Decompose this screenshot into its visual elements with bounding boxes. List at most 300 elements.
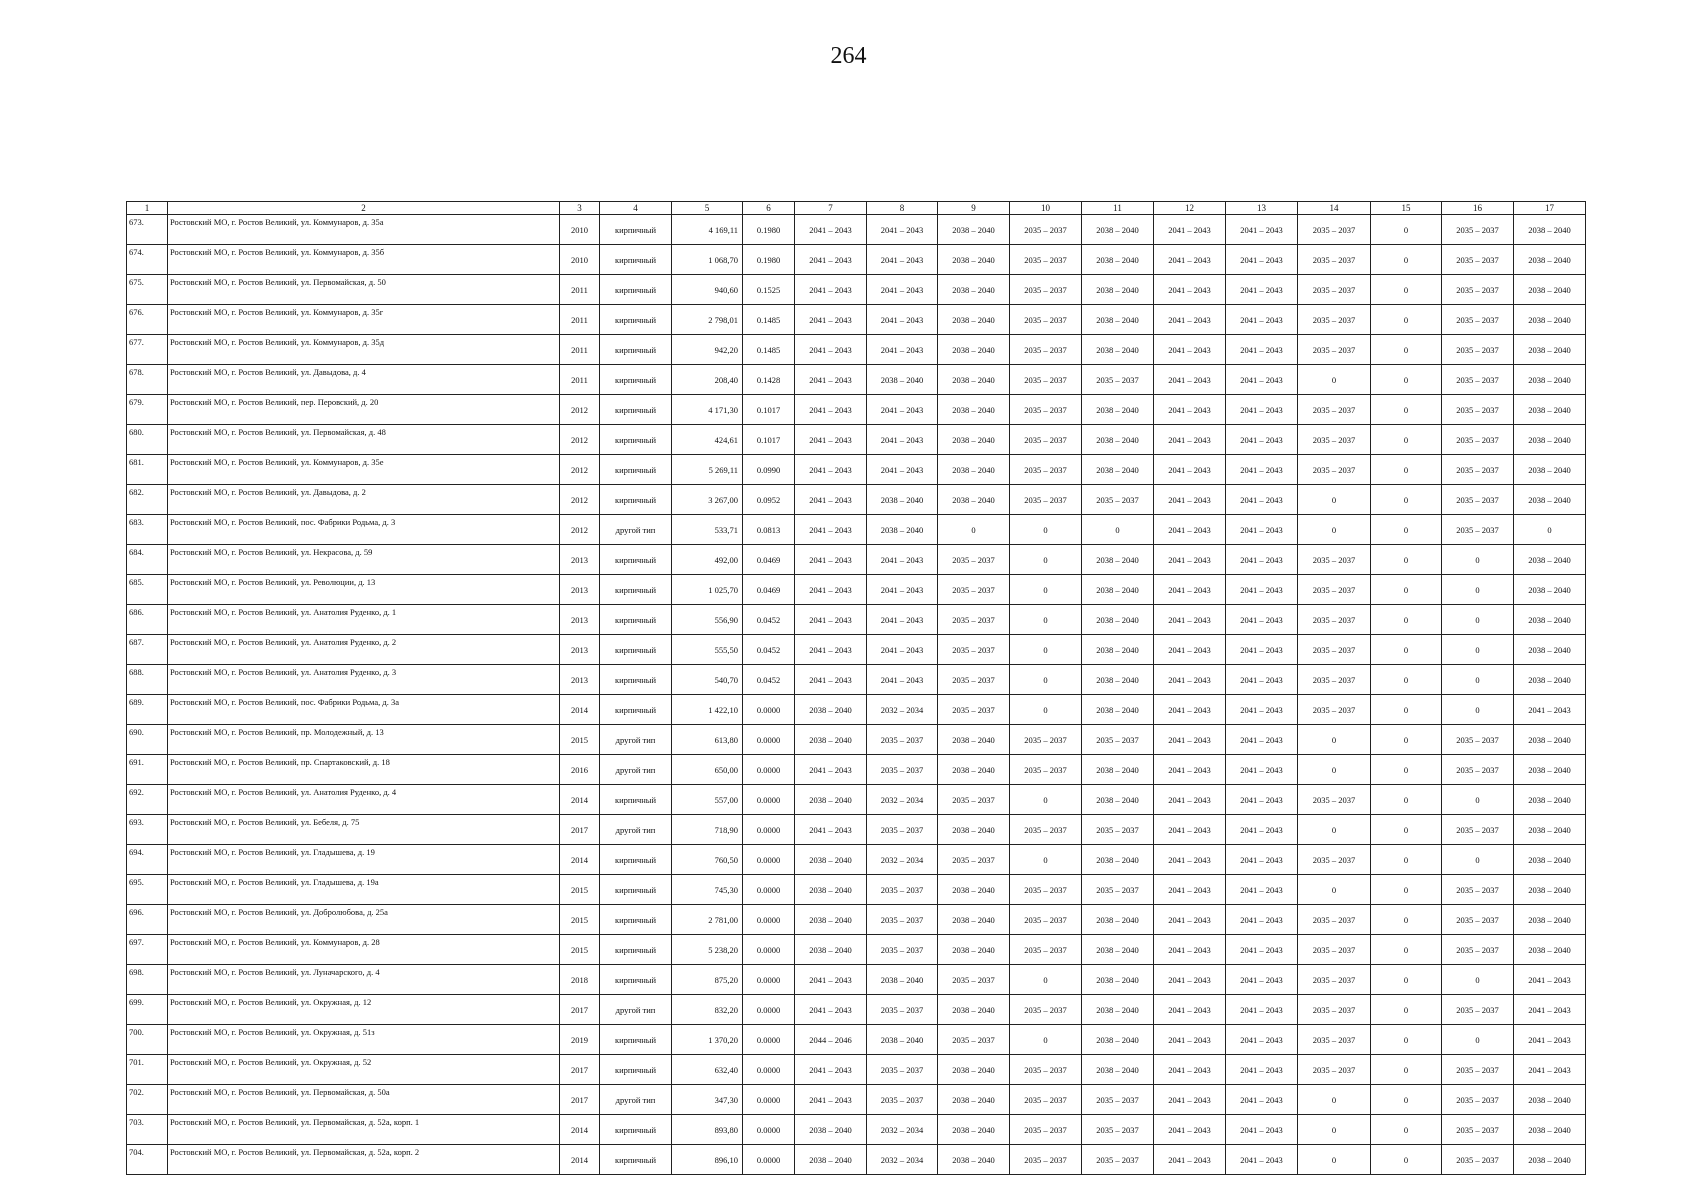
table-cell: 347,30: [672, 1085, 743, 1115]
table-row: [127, 1085, 1586, 1115]
table-cell: 2041 – 2043: [1154, 935, 1226, 965]
table-cell: 690.: [127, 725, 168, 755]
table-cell: 2038 – 2040: [1514, 845, 1586, 875]
table-cell: 2035 – 2037: [1082, 815, 1154, 845]
table-cell: 0: [1298, 365, 1371, 395]
table-cell: 2041 – 2043: [1226, 665, 1298, 695]
column-header: 9: [938, 202, 1010, 215]
table-cell: 2041 – 2043: [1226, 785, 1298, 815]
table-cell: 2041 – 2043: [867, 275, 938, 305]
table-cell: 2041 – 2043: [867, 335, 938, 365]
table-cell: 2035 – 2037: [1010, 485, 1082, 515]
table-cell: 2035 – 2037: [1298, 275, 1371, 305]
table-cell: 0: [1298, 1115, 1371, 1145]
table-cell: 2038 – 2040: [938, 1145, 1010, 1175]
table-cell: 2035 – 2037: [1010, 755, 1082, 785]
table-cell: 208,40: [672, 365, 743, 395]
table-cell: 2035 – 2037: [1298, 545, 1371, 575]
table-cell: 2035 – 2037: [1298, 1055, 1371, 1085]
table-cell: 681.: [127, 455, 168, 485]
table-cell: 2041 – 2043: [1226, 635, 1298, 665]
table-cell: 0: [1371, 815, 1442, 845]
table-cell: 2038 – 2040: [938, 815, 1010, 845]
table-row: [127, 1115, 1586, 1145]
column-header: 7: [795, 202, 867, 215]
table-cell: 2035 – 2037: [1010, 905, 1082, 935]
table-cell: 2035 – 2037: [1298, 1025, 1371, 1055]
table-cell: 0.1980: [743, 245, 795, 275]
table-cell: 2035 – 2037: [867, 1085, 938, 1115]
table-cell: 2032 – 2034: [867, 785, 938, 815]
table-cell: 2038 – 2040: [938, 275, 1010, 305]
table-row: [127, 815, 1586, 845]
table-cell: 2017: [560, 815, 600, 845]
table-cell: 0: [1371, 275, 1442, 305]
table-cell: 2038 – 2040: [795, 725, 867, 755]
column-header: 15: [1371, 202, 1442, 215]
table-cell: 0.0000: [743, 875, 795, 905]
table-cell: 0: [1371, 365, 1442, 395]
table-cell: 2035 – 2037: [1298, 305, 1371, 335]
table-cell: 2041 – 2043: [1226, 245, 1298, 275]
table-cell: 0: [1010, 695, 1082, 725]
table-cell: 2041 – 2043: [867, 545, 938, 575]
table-cell: 687.: [127, 635, 168, 665]
table-cell: 2032 – 2034: [867, 695, 938, 725]
table-cell: 0.0469: [743, 575, 795, 605]
table-cell: 0: [1442, 965, 1514, 995]
table-cell: Ростовский МО, г. Ростов Великий, ул. Первомайская, д. 52а, корп. 2: [168, 1145, 560, 1175]
table-cell: 632,40: [672, 1055, 743, 1085]
table-cell: 0: [1442, 635, 1514, 665]
table-cell: 0.0000: [743, 695, 795, 725]
table-cell: Ростовский МО, г. Ростов Великий, ул. Первомайская, д. 48: [168, 425, 560, 455]
table-cell: Ростовский МО, г. Ростов Великий, ул. Давыдова, д. 4: [168, 365, 560, 395]
table-row: [127, 545, 1586, 575]
table-cell: Ростовский МО, г. Ростов Великий, ул. Первомайская, д. 50: [168, 275, 560, 305]
table-cell: 694.: [127, 845, 168, 875]
table-cell: 2038 – 2040: [938, 365, 1010, 395]
table-cell: 2012: [560, 395, 600, 425]
table-cell: 2038 – 2040: [1514, 275, 1586, 305]
column-header: 12: [1154, 202, 1226, 215]
table-cell: 2041 – 2043: [1154, 545, 1226, 575]
table-cell: Ростовский МО, г. Ростов Великий, ул. Окружная, д. 52: [168, 1055, 560, 1085]
table-cell: 2035 – 2037: [1442, 725, 1514, 755]
table-cell: 2041 – 2043: [867, 635, 938, 665]
table-cell: 533,71: [672, 515, 743, 545]
table-cell: 2038 – 2040: [1514, 575, 1586, 605]
table-cell: 2041 – 2043: [795, 245, 867, 275]
table-cell: Ростовский МО, г. Ростов Великий, ул. Добролюбова, д. 25а: [168, 905, 560, 935]
table-cell: 675.: [127, 275, 168, 305]
table-cell: 700.: [127, 1025, 168, 1055]
table-cell: 680.: [127, 425, 168, 455]
table-cell: 2035 – 2037: [1298, 335, 1371, 365]
table-cell: 2012: [560, 515, 600, 545]
table-cell: 2041 – 2043: [1226, 725, 1298, 755]
table-header-row: [127, 202, 1586, 215]
table-cell: кирпичный: [600, 395, 672, 425]
table-cell: 2035 – 2037: [1082, 485, 1154, 515]
table-cell: 2035 – 2037: [1010, 995, 1082, 1025]
table-cell: кирпичный: [600, 545, 672, 575]
column-header: 10: [1010, 202, 1082, 215]
table-cell: 0.0000: [743, 1085, 795, 1115]
table-cell: 2041 – 2043: [1514, 695, 1586, 725]
table-row: [127, 695, 1586, 725]
table-cell: 2035 – 2037: [938, 635, 1010, 665]
table-cell: 0: [1082, 515, 1154, 545]
table-cell: 699.: [127, 995, 168, 1025]
table-cell: 0.0452: [743, 665, 795, 695]
table-cell: 2041 – 2043: [1226, 1115, 1298, 1145]
column-header: 11: [1082, 202, 1154, 215]
table-cell: 0.1485: [743, 305, 795, 335]
table-cell: кирпичный: [600, 275, 672, 305]
table-cell: Ростовский МО, г. Ростов Великий, ул. Гладышева, д. 19: [168, 845, 560, 875]
table-cell: кирпичный: [600, 455, 672, 485]
table-cell: 2035 – 2037: [1442, 815, 1514, 845]
table-body: [127, 215, 1586, 1175]
table-cell: 2035 – 2037: [1082, 875, 1154, 905]
table-cell: 2041 – 2043: [1154, 635, 1226, 665]
table-cell: 2038 – 2040: [795, 1145, 867, 1175]
table-cell: 2038 – 2040: [1082, 605, 1154, 635]
table-cell: 2041 – 2043: [1514, 1055, 1586, 1085]
table-cell: кирпичный: [600, 245, 672, 275]
table-cell: 0.0813: [743, 515, 795, 545]
table-cell: 2041 – 2043: [795, 1085, 867, 1115]
table-cell: 2041 – 2043: [1154, 395, 1226, 425]
table-cell: 2035 – 2037: [938, 1025, 1010, 1055]
table-cell: 2035 – 2037: [1442, 935, 1514, 965]
table-cell: 2035 – 2037: [1298, 635, 1371, 665]
table-cell: 2038 – 2040: [938, 755, 1010, 785]
table-cell: 2038 – 2040: [867, 485, 938, 515]
table-cell: 678.: [127, 365, 168, 395]
table-cell: Ростовский МО, г. Ростов Великий, ул. Коммунаров, д. 35д: [168, 335, 560, 365]
table-cell: 2041 – 2043: [1154, 1115, 1226, 1145]
table-cell: 2013: [560, 605, 600, 635]
table-cell: Ростовский МО, г. Ростов Великий, ул. Некрасова, д. 59: [168, 545, 560, 575]
table-cell: 2041 – 2043: [1154, 725, 1226, 755]
table-cell: Ростовский МО, г. Ростов Великий, ул. Анатолия Руденко, д. 1: [168, 605, 560, 635]
table-cell: 2035 – 2037: [1298, 395, 1371, 425]
table-cell: 0: [1371, 545, 1442, 575]
table-cell: 2012: [560, 485, 600, 515]
table-cell: 2038 – 2040: [1082, 755, 1154, 785]
table-cell: 2038 – 2040: [867, 965, 938, 995]
table-cell: 1 370,20: [672, 1025, 743, 1055]
table-cell: Ростовский МО, г. Ростов Великий, ул. Анатолия Руденко, д. 2: [168, 635, 560, 665]
table-cell: 2038 – 2040: [1514, 305, 1586, 335]
table-cell: 1 068,70: [672, 245, 743, 275]
table-cell: 2041 – 2043: [1154, 335, 1226, 365]
table-cell: 2041 – 2043: [1154, 605, 1226, 635]
table-cell: 2044 – 2046: [795, 1025, 867, 1055]
table-cell: 2041 – 2043: [867, 665, 938, 695]
table-cell: 2035 – 2037: [1442, 485, 1514, 515]
table-cell: 2041 – 2043: [1154, 485, 1226, 515]
table-cell: 2038 – 2040: [938, 485, 1010, 515]
table-cell: 2035 – 2037: [1010, 275, 1082, 305]
table-row: [127, 785, 1586, 815]
table-cell: 2038 – 2040: [1514, 545, 1586, 575]
table-cell: 0: [1371, 665, 1442, 695]
table-cell: 2035 – 2037: [1298, 965, 1371, 995]
table-cell: 2041 – 2043: [1226, 425, 1298, 455]
table-cell: 0: [1010, 1025, 1082, 1055]
table-cell: 2035 – 2037: [1442, 395, 1514, 425]
table-row: [127, 1145, 1586, 1175]
table-cell: 2035 – 2037: [1442, 1115, 1514, 1145]
table-cell: 2041 – 2043: [1154, 905, 1226, 935]
table-cell: 2035 – 2037: [1010, 1055, 1082, 1085]
table-row: [127, 635, 1586, 665]
table-row: [127, 215, 1586, 245]
table-cell: Ростовский МО, г. Ростов Великий, ул. Коммунаров, д. 28: [168, 935, 560, 965]
table-cell: 2041 – 2043: [867, 305, 938, 335]
table-cell: другой тип: [600, 815, 672, 845]
table-cell: 0: [1010, 665, 1082, 695]
table-cell: 2038 – 2040: [1082, 935, 1154, 965]
table-cell: 2035 – 2037: [1010, 1085, 1082, 1115]
table-cell: 893,80: [672, 1115, 743, 1145]
table-cell: кирпичный: [600, 695, 672, 725]
table-cell: 5 238,20: [672, 935, 743, 965]
table-cell: 0.0990: [743, 455, 795, 485]
table-cell: кирпичный: [600, 965, 672, 995]
table-cell: 2038 – 2040: [867, 365, 938, 395]
table-cell: 0: [1371, 395, 1442, 425]
table-cell: другой тип: [600, 725, 672, 755]
table-cell: 2038 – 2040: [1082, 305, 1154, 335]
table-cell: 0.0000: [743, 995, 795, 1025]
table-cell: 2041 – 2043: [1514, 995, 1586, 1025]
table-cell: 2038 – 2040: [867, 1025, 938, 1055]
table-cell: 2015: [560, 875, 600, 905]
table-row: [127, 425, 1586, 455]
table-cell: 1 422,10: [672, 695, 743, 725]
table-cell: 2035 – 2037: [1010, 395, 1082, 425]
table-cell: Ростовский МО, г. Ростов Великий, ул. Окружная, д. 51з: [168, 1025, 560, 1055]
column-header: 16: [1442, 202, 1514, 215]
table-cell: 2041 – 2043: [1226, 545, 1298, 575]
table-cell: 2038 – 2040: [1514, 215, 1586, 245]
table-cell: 2038 – 2040: [938, 425, 1010, 455]
table-cell: 703.: [127, 1115, 168, 1145]
table-cell: 0: [1371, 305, 1442, 335]
table-cell: 2035 – 2037: [1298, 905, 1371, 935]
table-cell: 0: [1371, 725, 1442, 755]
table-cell: 677.: [127, 335, 168, 365]
table-cell: 0.0000: [743, 1025, 795, 1055]
table-cell: кирпичный: [600, 845, 672, 875]
table-cell: 0: [1371, 965, 1442, 995]
table-cell: 2041 – 2043: [795, 575, 867, 605]
table-cell: 2035 – 2037: [1082, 1115, 1154, 1145]
table-cell: 2041 – 2043: [867, 425, 938, 455]
table-cell: 2032 – 2034: [867, 1145, 938, 1175]
table-cell: 0: [1298, 875, 1371, 905]
table-cell: 0.1017: [743, 425, 795, 455]
table-cell: 696.: [127, 905, 168, 935]
table-cell: 2041 – 2043: [867, 575, 938, 605]
table-cell: 2041 – 2043: [795, 1055, 867, 1085]
table-cell: Ростовский МО, г. Ростов Великий, ул. Анатолия Руденко, д. 4: [168, 785, 560, 815]
table-cell: Ростовский МО, г. Ростов Великий, ул. Гладышева, д. 19а: [168, 875, 560, 905]
table-cell: 5 269,11: [672, 455, 743, 485]
table-cell: 2035 – 2037: [1010, 335, 1082, 365]
table-cell: 2011: [560, 305, 600, 335]
table-cell: 2041 – 2043: [1226, 485, 1298, 515]
table-cell: 2038 – 2040: [1514, 755, 1586, 785]
table-cell: 698.: [127, 965, 168, 995]
table-cell: кирпичный: [600, 665, 672, 695]
table-cell: кирпичный: [600, 1025, 672, 1055]
table-row: [127, 395, 1586, 425]
table-cell: 2035 – 2037: [1442, 275, 1514, 305]
table-cell: 0.0000: [743, 935, 795, 965]
table-cell: 2038 – 2040: [795, 875, 867, 905]
table-cell: 0.0000: [743, 755, 795, 785]
table-cell: 2038 – 2040: [1082, 245, 1154, 275]
table-cell: 0: [1298, 485, 1371, 515]
table-cell: 2035 – 2037: [867, 995, 938, 1025]
table-cell: 2013: [560, 575, 600, 605]
table-cell: 2041 – 2043: [1226, 1145, 1298, 1175]
table-cell: 2041 – 2043: [1154, 995, 1226, 1025]
table-row: [127, 845, 1586, 875]
table-row: [127, 965, 1586, 995]
table-cell: 2038 – 2040: [1082, 545, 1154, 575]
table-cell: 691.: [127, 755, 168, 785]
table-cell: 2041 – 2043: [1226, 515, 1298, 545]
table-cell: 2038 – 2040: [938, 1115, 1010, 1145]
table-cell: 2035 – 2037: [1082, 365, 1154, 395]
table-cell: 0: [1442, 575, 1514, 605]
table-cell: Ростовский МО, г. Ростов Великий, ул. Давыдова, д. 2: [168, 485, 560, 515]
table-cell: 2038 – 2040: [795, 785, 867, 815]
table-cell: 2015: [560, 725, 600, 755]
table-cell: 0: [1298, 1085, 1371, 1115]
table-cell: 2041 – 2043: [1514, 1025, 1586, 1055]
table-cell: 2041 – 2043: [1154, 1145, 1226, 1175]
table-cell: кирпичный: [600, 305, 672, 335]
table-cell: 0: [1371, 1055, 1442, 1085]
table-cell: 0: [1010, 965, 1082, 995]
table-cell: 2035 – 2037: [1010, 1145, 1082, 1175]
table-cell: 2038 – 2040: [1514, 485, 1586, 515]
table-cell: 0: [1298, 1145, 1371, 1175]
table-cell: 2035 – 2037: [1442, 1055, 1514, 1085]
table-cell: 2038 – 2040: [1514, 245, 1586, 275]
table-cell: 2041 – 2043: [795, 305, 867, 335]
table-cell: 2035 – 2037: [867, 815, 938, 845]
table-cell: 0: [1298, 755, 1371, 785]
table-cell: 2038 – 2040: [1082, 785, 1154, 815]
table-cell: 0: [1010, 605, 1082, 635]
table-row: [127, 515, 1586, 545]
table-cell: 0: [1298, 515, 1371, 545]
table-cell: 2038 – 2040: [1082, 695, 1154, 725]
table-cell: 2041 – 2043: [1154, 215, 1226, 245]
table-cell: 492,00: [672, 545, 743, 575]
table-cell: 2035 – 2037: [1298, 455, 1371, 485]
table-cell: 0: [1371, 215, 1442, 245]
table-cell: 2038 – 2040: [795, 845, 867, 875]
table-cell: 2041 – 2043: [795, 965, 867, 995]
table-cell: 2041 – 2043: [1226, 905, 1298, 935]
table-row: [127, 485, 1586, 515]
table-cell: 2041 – 2043: [1226, 1025, 1298, 1055]
table-cell: 2011: [560, 275, 600, 305]
table-cell: 0: [1010, 785, 1082, 815]
table-cell: 2038 – 2040: [1514, 935, 1586, 965]
table-cell: 2010: [560, 215, 600, 245]
table-cell: 2041 – 2043: [1154, 455, 1226, 485]
table-cell: 2013: [560, 545, 600, 575]
column-header: 5: [672, 202, 743, 215]
table-cell: 2041 – 2043: [795, 365, 867, 395]
table-cell: 557,00: [672, 785, 743, 815]
table-cell: Ростовский МО, г. Ростов Великий, ул. Первомайская, д. 52а, корп. 1: [168, 1115, 560, 1145]
table-cell: 2014: [560, 1115, 600, 1145]
table-cell: 2038 – 2040: [938, 1055, 1010, 1085]
data-table: [126, 201, 1586, 1175]
table-cell: 2035 – 2037: [1010, 455, 1082, 485]
table-cell: Ростовский МО, г. Ростов Великий, ул. Коммунаров, д. 35г: [168, 305, 560, 335]
table-cell: 2041 – 2043: [1226, 215, 1298, 245]
table-cell: кирпичный: [600, 215, 672, 245]
table-row: [127, 995, 1586, 1025]
table-cell: 613,80: [672, 725, 743, 755]
table-cell: 0: [1010, 515, 1082, 545]
table-cell: 0: [1371, 755, 1442, 785]
table-cell: 0: [1298, 725, 1371, 755]
table-cell: 685.: [127, 575, 168, 605]
table-cell: кирпичный: [600, 635, 672, 665]
table-cell: 0: [1371, 605, 1442, 635]
table-cell: 0.0000: [743, 1115, 795, 1145]
table-cell: 2035 – 2037: [1298, 605, 1371, 635]
table-cell: 0.0952: [743, 485, 795, 515]
table-cell: 2038 – 2040: [938, 335, 1010, 365]
table-cell: 695.: [127, 875, 168, 905]
table-cell: 2013: [560, 635, 600, 665]
table-cell: 2041 – 2043: [1226, 935, 1298, 965]
table-cell: 688.: [127, 665, 168, 695]
table-cell: 0.1017: [743, 395, 795, 425]
table-cell: 2035 – 2037: [1442, 245, 1514, 275]
table-cell: 0: [1371, 245, 1442, 275]
table-cell: 2041 – 2043: [795, 215, 867, 245]
table-cell: 875,20: [672, 965, 743, 995]
table-cell: 2035 – 2037: [1298, 575, 1371, 605]
table-cell: кирпичный: [600, 935, 672, 965]
table-cell: 0: [1371, 425, 1442, 455]
table-cell: 2015: [560, 905, 600, 935]
table-cell: 424,61: [672, 425, 743, 455]
table-cell: 0: [1442, 1025, 1514, 1055]
table-cell: 2035 – 2037: [1010, 425, 1082, 455]
table-cell: 2035 – 2037: [1442, 995, 1514, 1025]
table-cell: 2014: [560, 785, 600, 815]
table-cell: 2038 – 2040: [1514, 875, 1586, 905]
table-cell: 2041 – 2043: [1226, 1055, 1298, 1085]
table-cell: кирпичный: [600, 785, 672, 815]
